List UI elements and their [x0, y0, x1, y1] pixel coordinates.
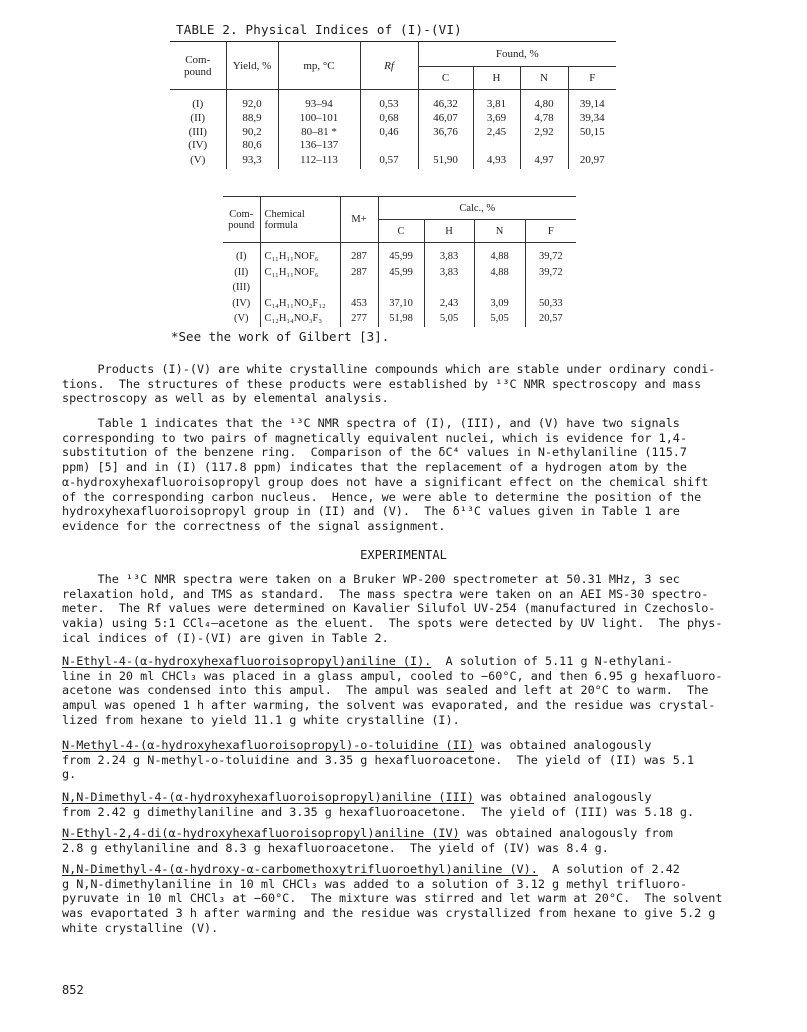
element-header-n: N: [520, 67, 568, 90]
table-row: (II) 88,9 100–101 0,68 46,07 3,69 4,78 39,34: [170, 112, 616, 126]
element-header-c: C: [378, 220, 424, 243]
paragraph-compound-3: N,N-Dimethyl-4-(α-hydroxyhexafluoroisopropyl)aniline (III) was obtained analogously from 2.42 g dimethylaniline and 3.35 g hexafluoroacetone. The yield of (III) was 5.18 g.: [62, 790, 695, 819]
paragraph-compound-5: N,N-Dimethyl-4-(α-hydroxy-α-carbomethoxytrifluoroethyl)aniline (V). A solution of 2.42 g N,N-dimethylaniline in 10 ml CHCl₃ was added to a solution of 3.12 g methyl trifluoro- pyruvate in 10 ml CHCl₃ at −60°C. The mixture was stirred and let warm at 20°C. The solvent was evaportated 3 h after warming and the residue was crystallized from hexane to give 5.2 g white crystalline (V).: [62, 862, 723, 935]
rf-header: Rf: [360, 42, 418, 90]
table-row: (I) C₁₁H₁₁NOF₆ 287 45,99 3,83 4,88 39,72: [223, 249, 576, 265]
table-row: (I) 92,0 93–94 0,53 46,32 3,81 4,80 39,14: [170, 98, 616, 112]
section-heading: EXPERIMENTAL: [360, 548, 447, 562]
paragraph-compound-2: N-Methyl-4-(α-hydroxyhexafluoroisopropyl)-o-toluidine (II) was obtained analogously from 2.24 g N-methyl-o-toluidine and 3.35 g hexafluoroacetone. The yield of (II) was 5.1 g.: [62, 738, 695, 782]
table-row: (IV) 80,6 136–137: [170, 139, 616, 153]
table-row: (III) 90,2 80–81 * 0,46 36,76 2,45 2,92 50,15: [170, 126, 616, 140]
found-header: Found, %: [418, 42, 616, 67]
compound-3-title: N,N-Dimethyl-4-(α-hydroxyhexafluoroisopropyl)aniline (III): [62, 790, 474, 804]
table-row: (II) C₁₁H₁₁NOF₆ 287 45,99 3,83 4,88 39,72: [223, 265, 576, 281]
compound-1-title: N-Ethyl-4-(α-hydroxyhexafluoroisopropyl)aniline (I).: [62, 654, 432, 668]
compound-4-title: N-Ethyl-2,4-di(α-hydroxyhexafluoroisopropyl)aniline (IV): [62, 826, 460, 840]
table-row: (V) 93,3 112–113 0,57 51,90 4,93 4,97 20,97: [170, 153, 616, 169]
element-header-c: C: [418, 67, 473, 90]
element-header-n: N: [474, 220, 525, 243]
mp-header: mp, °C: [278, 42, 360, 90]
table-title: TABLE 2. Physical Indices of (I)-(VI): [176, 22, 462, 37]
element-header-f: F: [525, 220, 576, 243]
table-row: (IV) C₁₄H₁₁NO₂F₁₂ 453 37,10 2,43 3,09 50,33: [223, 296, 576, 312]
page-number: 852: [62, 983, 84, 997]
paragraph-methods: The ¹³C NMR spectra were taken on a Bruker WP-200 spectrometer at 50.31 MHz, 3 sec relaxation hold, and TMS as standard. The mass spectra were taken on an AEI MS-30 spectro- meter. The Rf values were determined on Kavalier Silufol UV-254 (manufactured in Czechoslo- vakia) using 5:1 CCl₄–acetone as the eluent. The spots were detected by UV light. The phys- ical indices of (I)-(VI) are given in Table 2.: [62, 572, 723, 645]
paragraph-compound-1: N-Ethyl-4-(α-hydroxyhexafluoroisopropyl)aniline (I). A solution of 5.11 g N-ethylani- line in 20 ml CHCl₃ was placed in a glass ampul, cooled to −60°C, and then 6.95 g hexafluoro- acetone was condensed into this ampul. The ampul was sealed and left at 20°C to warm. The ampul was opened 1 h after warming, the solvent was evaporated, and the residue was crystal- lized from hexane to yield 11.1 g white crystalline (I).: [62, 654, 723, 727]
compound-header: Com- pound: [170, 42, 226, 90]
calc-header: Calc., %: [378, 197, 576, 220]
paragraph-nmr-discussion: Table 1 indicates that the ¹³C NMR spectra of (I), (III), and (V) have two signals corresponding to two pairs of magnetically equivalent nuclei, which is evidence for 1,4- substitution of the benzene ring. Comparison of the δC⁴ values in N-ethylaniline (115.7 ppm) [5] and in (I) (117.8 ppm) indicates that the replacement of a hydrogen atom by the α-hydroxyhexafluoroisopropyl group does not have a significant effect on the chemical shift of the corresponding carbon nucleus. Hence, we were able to determine the position of the hydroxyhexafluoroisopropyl group in (II) and (V). The δ¹³C values given in Table 1 are evidence for the correctness of the signal assignment.: [62, 416, 709, 533]
element-header-f: F: [568, 67, 616, 90]
found-table: [170, 41, 616, 169]
mass-header: M+: [340, 197, 378, 243]
element-header-h: H: [424, 220, 474, 243]
table-row: (V) C₁₂H₁₄NO₃F₃ 277 51,98 5,05 5,05 20,57: [223, 311, 576, 327]
calc-table: [223, 196, 576, 327]
table-row: (III): [223, 280, 576, 296]
element-header-h: H: [473, 67, 520, 90]
compound-5-title: N,N-Dimethyl-4-(α-hydroxy-α-carbomethoxytrifluoroethyl)aniline (V).: [62, 862, 538, 876]
compound-2-title: N-Methyl-4-(α-hydroxyhexafluoroisopropyl)-o-toluidine (II): [62, 738, 474, 752]
formula-header: Chemical formula: [260, 197, 340, 243]
paragraph-products: Products (I)-(V) are white crystalline compounds which are stable under ordinary condi- tions. The structures of these products were established by ¹³C NMR spectroscopy and mass spectroscopy as well as by elemental analysis.: [62, 362, 716, 406]
table-footnote: *See the work of Gilbert [3].: [171, 329, 390, 344]
yield-header: Yield, %: [226, 42, 278, 90]
paragraph-compound-4: N-Ethyl-2,4-di(α-hydroxyhexafluoroisopropyl)aniline (IV) was obtained analogously from 2.8 g ethylaniline and 8.3 g hexafluoroacetone. The yield of (IV) was 8.4 g.: [62, 826, 673, 855]
compound-header: Com- pound: [223, 197, 260, 243]
